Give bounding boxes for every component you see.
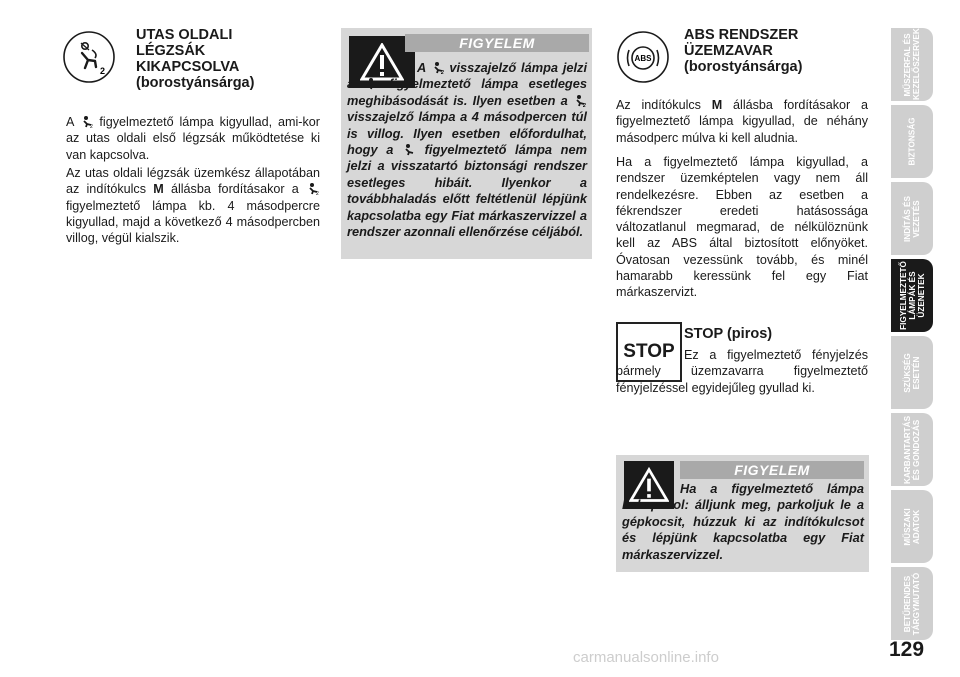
warning-box-abs xyxy=(616,455,869,572)
passenger-airbag-inline-icon xyxy=(573,94,587,107)
passenger-airbag-inline-icon xyxy=(80,115,94,128)
svg-text:2: 2 xyxy=(89,124,93,128)
page-number: 129 xyxy=(889,638,925,661)
passenger-airbag-off-icon xyxy=(62,30,116,84)
stop-paragraph: Ez a figyelmeztető fényjelzés bármely üzemzavarra figyelmeztető fényjelzéssel egyidejűleg gyullad ki. xyxy=(616,348,868,395)
warning-title: FIGYELEM xyxy=(680,461,864,479)
tab-muszerfal[interactable]: MŰSZERFAL ÉS KEZELŐSZERVEK xyxy=(891,28,933,101)
airbag-paragraph-2: Az utas oldali légzsák üzemkész állapotában az indítókulcs M állásba fordításakor a 2 figyelmeztető lámpa kb. 4 másodpercre kigyullad, majd a következő 4 másodpercben villog, végül kialszik. xyxy=(66,166,320,246)
tab-figyelmezteto-lampak[interactable]: FIGYELMEZTETŐ LÁMPÁK ÉS ÜZENETEK xyxy=(891,259,933,332)
abs-warning-icon xyxy=(616,30,670,84)
passenger-airbag-inline-icon xyxy=(306,182,320,195)
airbag-inline-icon xyxy=(402,143,416,156)
svg-text:2: 2 xyxy=(100,66,106,76)
watermark-text: carmanualsonline.info xyxy=(573,649,719,666)
tab-inditas[interactable]: INDÍTÁS ÉS VEZETÉS xyxy=(891,182,933,255)
stop-warning-icon: STOP xyxy=(616,322,682,382)
passenger-airbag-inline-icon xyxy=(431,61,445,74)
tab-muszaki-adatok[interactable]: MŰSZAKI ADATOK xyxy=(891,490,933,563)
warning-box-airbag xyxy=(341,28,592,259)
airbag-heading: UTAS OLDALI LÉGZSÁK KIKAPCSOLVA (borostyánsárga) xyxy=(136,27,255,91)
airbag-paragraph-1: A 2 figyelmeztető lámpa kigyullad, ami-kor az utas oldali első légzsák működtetése ki van kapcsolva. xyxy=(66,115,320,162)
abs-paragraph-1: Az indítókulcs M állásba fordításakor a figyelmeztető lámpa kigyullad, de néhány másodperc múlva ki kell aludnia. xyxy=(616,98,868,145)
tab-karbantartas[interactable]: KARBANTARTÁS ÉS GONDOZÁS xyxy=(891,413,933,486)
abs-paragraph-2: Ha a figyelmeztető lámpa kigyullad, a rendszer üzemképtelen vagy nem áll rendelkezésre. Ebben az esetben a fékrendszer eredeti hatásossága változatlanul megmarad, de nélkülöznünk kell az ABS által biztosított előnyöket. Óvatosan vezessünk tovább, és minél hamarabb keressünk fel egy Fiat márkaszervizt. xyxy=(616,155,868,300)
svg-text:2: 2 xyxy=(316,191,319,196)
svg-text:ABS: ABS xyxy=(634,54,652,63)
warning-title: FIGYELEM xyxy=(405,34,589,52)
airbag-inline-icon xyxy=(365,77,379,90)
warning-text: Ha a figyelmeztető lámpa bekapcsol: álljunk meg, parkoljuk le a gépkocsit, húzzuk ki az indítókulcsot és lépjünk kapcsolatba egy Fiat márkaszervizzel. xyxy=(622,481,864,562)
svg-text:2: 2 xyxy=(440,70,444,74)
abs-heading: ABS RENDSZER ÜZEMZAVAR (borostyánsárga) xyxy=(684,27,803,75)
warning-text: A 2 visszajelző lámpa jelzi a figyelmeztető lámpa esetleges meghibásodását is. Ilyen esetben a 2 visszajelző lámpa a 4 másodpercen túl is villog. Ilyen esetben előfordulhat, hogy a figyelmeztető lámpa nem jelzi a visszatartó biztonsági rendszer esetleges hibáit. Ilyenkor a továbbhaladás előtt feltétlenül lépjünk kapcsolatba egy Fiat márkaszervizzel a rendszer azonnali ellenőrzése céljából. xyxy=(347,60,588,240)
tab-biztonsag[interactable]: BIZTONSÁG xyxy=(891,105,933,178)
stop-heading: STOP (piros) xyxy=(684,326,773,342)
svg-text:2: 2 xyxy=(583,102,586,107)
tab-targymutato[interactable]: BETŰRENDES TÁRGYMUTATÓ xyxy=(891,567,933,640)
tab-szukseg-eseten[interactable]: SZÜKSÉG ESETÉN xyxy=(891,336,933,409)
